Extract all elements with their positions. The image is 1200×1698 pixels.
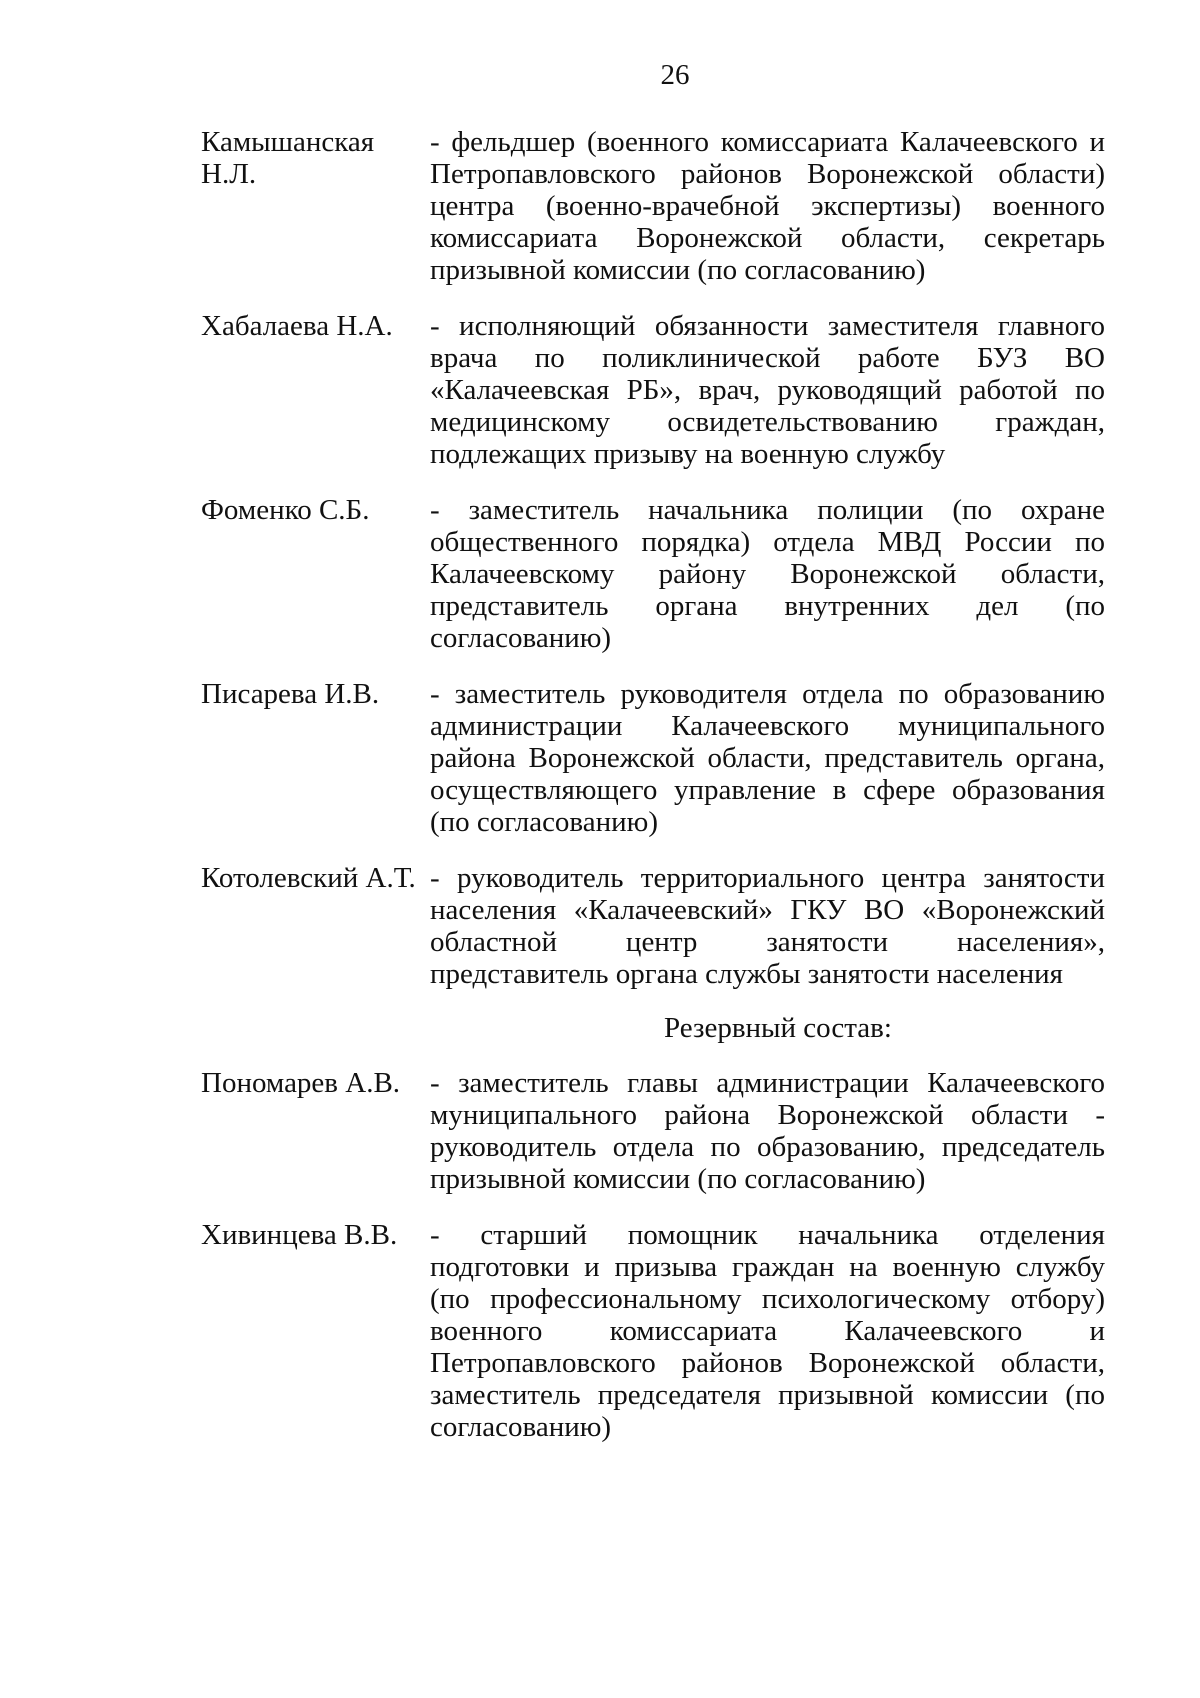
member-role: - заместитель руководителя отдела по образованию администрации Калачеевского муниципального района Воронежской области, представитель органа, осуществляющего управление в сфере образования (по согласованию)	[430, 678, 1105, 838]
member-name: Писарева И.В.	[201, 678, 380, 710]
member-role: - старший помощник начальника отделения подготовки и призыва граждан на военную службу (по профессиональному психологическому отбору) военного комиссариата Калачеевского и Петропавловского районов Воронежской области, заместитель председателя призывной комиссии (по согласованию)	[430, 1219, 1105, 1443]
commission-list	[201, 126, 1105, 1467]
member-role: - исполняющий обязанности заместителя главного врача по поликлинической работе БУЗ ВО «Калачеевская РБ», врач, руководящий работой по медицинскому освидетельствованию граждан, подлежащих призыву на военную службу	[430, 310, 1105, 470]
member-name: Котолевский А.Т.	[201, 862, 416, 894]
reserve-heading-text: Резервный состав:	[664, 1012, 892, 1044]
member-name: Хабалаева Н.А.	[201, 310, 393, 342]
member-entry	[201, 862, 1105, 990]
member-role: - фельдшер (военного комиссариата Калачеевского и Петропавловского районов Воронежской области) центра (военно-врачебной экспертизы) военного комиссариата Воронежской области, секретарь призывной комиссии (по согласованию)	[430, 126, 1105, 286]
member-entry	[201, 310, 1105, 470]
member-role: - руководитель территориального центра занятости населения «Калачеевский» ГКУ ВО «Воронежский областной центр занятости населения», представитель органа службы занятости населения	[430, 862, 1105, 990]
member-entry	[201, 678, 1105, 838]
member-name: Пономарев А.В.	[201, 1067, 401, 1099]
member-entry	[201, 126, 1105, 286]
member-role: - заместитель начальника полиции (по охране общественного порядка) отдела МВД России по Калачеевскому району Воронежской области, представитель органа внутренних дел (по согласованию)	[430, 494, 1105, 654]
member-name: Фоменко С.Б.	[201, 494, 370, 526]
reserve-heading	[201, 1012, 1105, 1044]
reserve-member-entry	[201, 1219, 1105, 1443]
member-entry	[201, 494, 1105, 654]
member-name: Хивинцева В.В.	[201, 1219, 398, 1251]
reserve-member-entry	[201, 1067, 1105, 1195]
member-role: - заместитель главы администрации Калачеевского муниципального района Воронежской области - руководитель отдела по образованию, председатель призывной комиссии (по согласованию)	[430, 1067, 1105, 1195]
member-name: Камышанская Н.Л.	[201, 126, 375, 190]
page-number: 26	[660, 59, 690, 91]
